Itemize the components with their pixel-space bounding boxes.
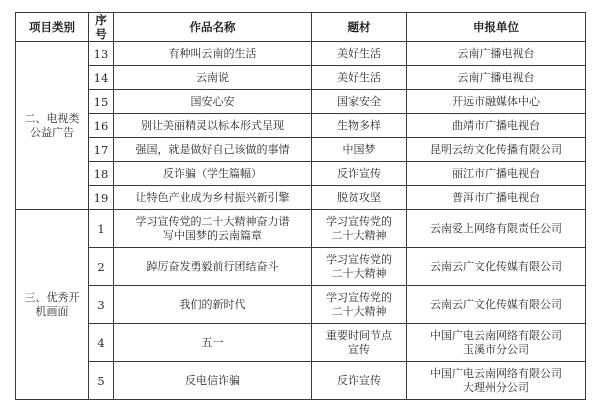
row-unit-line2: 大理州分公司	[463, 380, 529, 394]
category-label-line2: 机画面	[35, 304, 69, 318]
row-unit: 开远市融媒体中心	[407, 90, 586, 114]
table-row	[16, 90, 586, 114]
row-unit-line1: 中国广电云南网络有限公司	[430, 328, 562, 342]
row-title: 反电信诈骗	[114, 362, 312, 400]
row-theme	[312, 324, 407, 362]
row-number: 18	[89, 162, 114, 186]
table-row	[16, 42, 586, 66]
row-number: 4	[89, 324, 114, 362]
row-theme-line1: 学习宣传党的	[326, 252, 392, 266]
row-theme: 中国梦	[312, 138, 407, 162]
row-theme	[312, 286, 407, 324]
row-unit: 曲靖市广播电视台	[407, 114, 586, 138]
row-theme: 反诈宣传	[312, 362, 407, 400]
row-unit: 昆明云纺文化传播有限公司	[407, 138, 586, 162]
row-title: 反诈骗（学生篇幅）	[114, 162, 312, 186]
row-theme-line1: 学习宣传党的	[326, 214, 392, 228]
table-row	[16, 324, 586, 362]
table-row	[16, 286, 586, 324]
row-unit-line1: 中国广电云南网络有限公司	[430, 366, 562, 380]
row-number: 2	[89, 248, 114, 286]
row-theme	[312, 210, 407, 248]
row-number: 15	[89, 90, 114, 114]
row-unit: 云南广播电视台	[407, 66, 586, 90]
table-row	[16, 162, 586, 186]
row-unit: 云南云广文化传媒有限公司	[407, 248, 586, 286]
row-unit-line2: 玉溪市分公司	[463, 342, 529, 356]
row-title: 踔厉奋发勇毅前行团结奋斗	[114, 248, 312, 286]
table-row	[16, 114, 586, 138]
row-number: 5	[89, 362, 114, 400]
row-theme: 脱贫攻坚	[312, 186, 407, 210]
row-theme: 生物多样	[312, 114, 407, 138]
header-theme: 题材	[312, 13, 407, 42]
row-title: 别让美丽精灵以标本形式呈现	[114, 114, 312, 138]
row-theme-line2: 二十大精神	[331, 304, 387, 318]
table-header-row	[16, 13, 586, 42]
table-row	[16, 362, 586, 400]
row-number: 14	[89, 66, 114, 90]
row-unit: 云南爱上网络有限责任公司	[407, 210, 586, 248]
row-theme: 美好生活	[312, 66, 407, 90]
header-number: 序号	[89, 13, 114, 42]
category-cell-opening-screen	[16, 210, 89, 400]
row-title: 有种叫云南的生活	[114, 42, 312, 66]
row-title: 五一	[114, 324, 312, 362]
row-title: 强国，就是做好自己该做的事情	[114, 138, 312, 162]
row-number: 3	[89, 286, 114, 324]
award-list-table	[15, 12, 586, 400]
row-number: 16	[89, 114, 114, 138]
row-theme-line1: 重要时间节点	[326, 328, 392, 342]
row-unit: 云南广播电视台	[407, 42, 586, 66]
row-title: 让特色产业成为乡村振兴新引擎	[114, 186, 312, 210]
table-row	[16, 66, 586, 90]
row-unit	[407, 362, 586, 400]
row-theme	[312, 248, 407, 286]
row-theme-line1: 学习宣传党的	[326, 290, 392, 304]
header-unit: 申报单位	[407, 13, 586, 42]
row-unit: 云南云广文化传媒有限公司	[407, 286, 586, 324]
row-title: 云南说	[114, 66, 312, 90]
row-theme: 反诈宣传	[312, 162, 407, 186]
row-theme: 国家安全	[312, 90, 407, 114]
table-row	[16, 138, 586, 162]
row-theme-line2: 二十大精神	[331, 228, 387, 242]
row-number: 13	[89, 42, 114, 66]
category-label-line2: 公益广告	[30, 125, 74, 139]
table-row	[16, 186, 586, 210]
table-row	[16, 210, 586, 248]
row-theme-line2: 二十大精神	[331, 266, 387, 280]
row-number: 17	[89, 138, 114, 162]
row-unit: 丽江市广播电视台	[407, 162, 586, 186]
header-category: 项目类别	[16, 13, 89, 42]
row-number: 1	[89, 210, 114, 248]
header-title: 作品名称	[114, 13, 312, 42]
row-unit: 普洱市广播电视台	[407, 186, 586, 210]
row-theme: 美好生活	[312, 42, 407, 66]
row-unit	[407, 324, 586, 362]
row-title: 我们的新时代	[114, 286, 312, 324]
table-row	[16, 248, 586, 286]
row-theme-line2: 宣传	[348, 342, 370, 356]
category-cell-tv-ads	[16, 42, 89, 210]
row-title: 国安心安	[114, 90, 312, 114]
category-label-line1: 三、优秀开	[24, 290, 80, 304]
category-label-line1: 二、电视类	[24, 111, 80, 125]
row-title	[114, 210, 312, 248]
row-title-line2: 写中国梦的云南篇章	[163, 228, 262, 242]
row-title-line1: 学习宣传党的二十大精神奋力谱	[135, 214, 290, 228]
row-number: 19	[89, 186, 114, 210]
